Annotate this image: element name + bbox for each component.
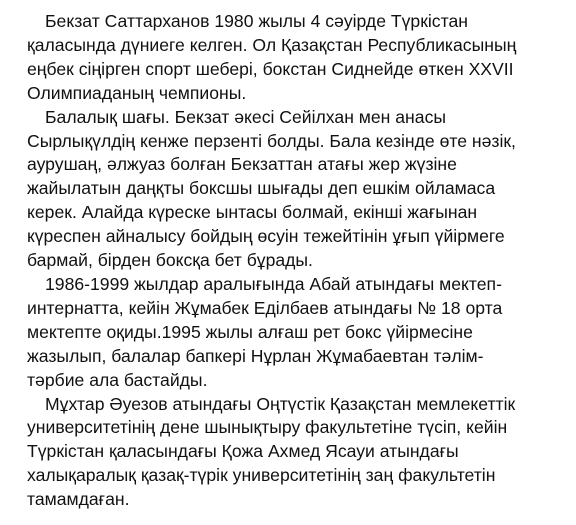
text-line: 1986-1999 жылдар аралығында Абай атындағы мектеп- xyxy=(45,273,502,294)
paragraph-birth xyxy=(27,10,566,106)
text-line: халықаралық қазақ-түрік университетінің заң факультетін xyxy=(27,465,496,486)
text-line: жайылатын даңқты боксшы шығады деп ешкім ойламаса xyxy=(27,178,496,199)
text-line: Мұхтар Әуезов атындағы Оңтүстік Қазақстан мемлекеттік xyxy=(45,393,516,414)
paragraph-schooling xyxy=(27,273,566,393)
text-line: аурушаң, әлжуаз болған Бекзаттан атағы жер жүзіне xyxy=(27,154,457,175)
text-line: Балалық шағы. Бекзат әкесі Сейілхан мен анасы xyxy=(45,106,447,127)
text-line: күреспен айналысу бойдың өсуін тежейтінін ұғып үйірмеге xyxy=(27,226,505,247)
text-line: тамамдаған. xyxy=(27,489,130,510)
text-line: жазылып, балалар бапкері Нұрлан Жұмабаевтан тәлім- xyxy=(27,345,484,366)
text-line: Бекзат Саттарханов 1980 жылы 4 сәуірде Түркістан xyxy=(45,11,468,31)
text-line: бармай, бірден боксқа бет бұрады. xyxy=(27,250,313,271)
text-line: керек. Алайда күреске ынтасы болмай, екінші жағынан xyxy=(27,202,478,223)
paragraph-university xyxy=(27,393,566,513)
text-line: қаласында дүниеге келген. Ол Қазақстан Республикасының xyxy=(27,34,517,55)
text-line: Түркістан қаласындағы Қожа Ахмед Ясауи атындағы xyxy=(27,441,459,462)
text-line: университетінің дене шынықтыру факультетіне түсіп, кейін xyxy=(27,417,508,438)
text-line: мектепте оқиды.1995 жылы алғаш рет бокс үйірмесіне xyxy=(27,321,473,342)
paragraph-childhood xyxy=(27,106,566,273)
text-line: Сырлықүлдің кенже перзенті болды. Бала кезінде өте нәзік, xyxy=(27,130,516,151)
text-line: тәрбие ала бастайды. xyxy=(27,369,208,390)
text-line: интернатта, кейін Жұмабек Еділбаев атындағы № 18 орта xyxy=(27,297,503,318)
text-line: Олимпиаданың чемпионы. xyxy=(27,82,247,103)
text-line: еңбек сіңірген спорт шебері, бокстан Сиднейде өткен XXVII xyxy=(27,58,514,79)
